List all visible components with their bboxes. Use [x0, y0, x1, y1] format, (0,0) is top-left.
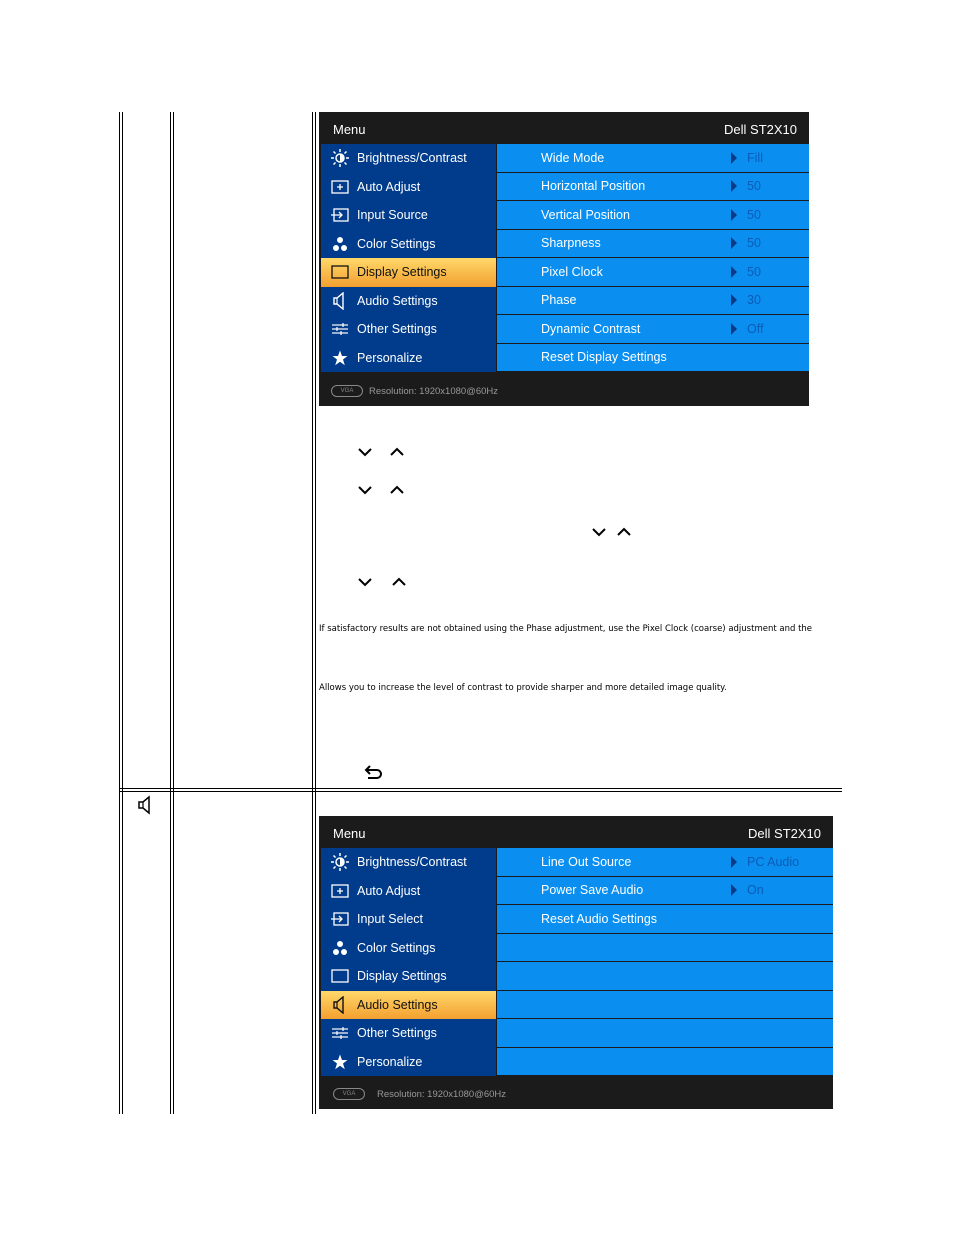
- submenu-item-value: Fill: [747, 150, 763, 165]
- up-arrow-icon: [617, 527, 631, 537]
- menu-item-label: Auto Adjust: [357, 179, 421, 194]
- menu-item-auto-adjust[interactable]: [321, 173, 496, 202]
- osd-right-menu: [497, 848, 833, 1076]
- speaker-icon: [329, 996, 351, 1014]
- table-row-divider-outer: [119, 788, 842, 789]
- down-arrow-icon: [358, 577, 372, 587]
- menu-item-speaker[interactable]: [321, 287, 496, 316]
- table-border-col2-outer: [170, 112, 171, 1114]
- table-border-col3-outer: [312, 112, 313, 1114]
- speaker-icon: [329, 292, 351, 310]
- brightness-icon: [329, 853, 351, 871]
- phase-note-text: If satisfactory results are not obtained using the Phase adjustment, use the Pixel Clock (coarse) adjustment and the: [319, 624, 813, 634]
- table-border-left-inner: [122, 112, 123, 1114]
- down-arrow-icon: [358, 485, 372, 495]
- menu-item-brightness[interactable]: [321, 144, 496, 173]
- up-arrow-icon: [390, 485, 404, 495]
- resolution-label: Resolution:: [377, 1088, 425, 1100]
- table-row-divider-inner: [119, 791, 842, 792]
- menu-item-other-settings[interactable]: [321, 1019, 496, 1048]
- menu-item-label: Other Settings: [357, 322, 437, 337]
- submenu-item[interactable]: [497, 315, 809, 343]
- triangle-right-icon: [731, 237, 737, 249]
- submenu-item[interactable]: [497, 287, 809, 315]
- brightness-icon: [329, 149, 351, 167]
- menu-item-label: Color Settings: [357, 940, 436, 955]
- menu-item-input-source[interactable]: [321, 201, 496, 230]
- submenu-item-label: Horizontal Position: [541, 179, 646, 194]
- menu-item-star[interactable]: [321, 344, 496, 373]
- submenu-empty-row: [497, 962, 833, 990]
- osd-menu-audio-settings: [319, 816, 833, 1109]
- menu-item-speaker[interactable]: [321, 991, 496, 1020]
- triangle-right-icon: [731, 856, 737, 868]
- color-settings-icon: [329, 236, 351, 252]
- submenu-empty-row: [497, 934, 833, 962]
- osd-left-menu: [321, 144, 496, 372]
- osd-right-menu: [497, 144, 809, 372]
- vga-logo-icon: VGA: [333, 1088, 365, 1100]
- submenu-item-label: Phase: [541, 293, 577, 308]
- triangle-right-icon: [731, 152, 737, 164]
- menu-item-label: Other Settings: [357, 1026, 437, 1041]
- menu-item-label: Color Settings: [357, 236, 436, 251]
- back-icon: [364, 763, 384, 781]
- menu-item-label: Auto Adjust: [357, 883, 421, 898]
- submenu-item-value: Off: [747, 321, 764, 336]
- menu-item-auto-adjust[interactable]: [321, 877, 496, 906]
- submenu-empty-row: [497, 1048, 833, 1076]
- table-border-col3-inner: [315, 112, 316, 1114]
- submenu-empty-row: [497, 1019, 833, 1047]
- submenu-item-label: Pixel Clock: [541, 264, 603, 279]
- star-icon: [329, 350, 351, 366]
- submenu-item[interactable]: [497, 201, 809, 229]
- submenu-item[interactable]: [497, 230, 809, 258]
- submenu-item-label: Reset Display Settings: [541, 350, 667, 365]
- triangle-right-icon: [731, 209, 737, 221]
- menu-item-label: Audio Settings: [357, 293, 438, 308]
- osd-footer: [319, 1079, 833, 1109]
- menu-item-color-settings[interactable]: [321, 230, 496, 259]
- triangle-right-icon: [731, 180, 737, 192]
- down-arrow-icon: [358, 447, 372, 457]
- submenu-item-value: 50: [747, 207, 761, 222]
- resolution-value: 1920x1080@60Hz: [419, 385, 499, 397]
- submenu-item-value: PC Audio: [747, 854, 800, 869]
- vga-logo-icon: VGA: [331, 385, 363, 397]
- menu-item-color-settings[interactable]: [321, 934, 496, 963]
- triangle-right-icon: [731, 266, 737, 278]
- menu-item-star[interactable]: [321, 1048, 496, 1077]
- menu-item-label: Input Select: [357, 912, 424, 927]
- dynamic-contrast-note-text: Allows you to increase the level of contrast to provide sharper and more detailed image quality.: [319, 683, 727, 693]
- menu-item-display-settings[interactable]: [321, 962, 496, 991]
- osd-model-name: Dell ST2X10: [748, 826, 821, 841]
- menu-item-label: Brightness/Contrast: [357, 151, 467, 166]
- down-arrow-icon: [592, 527, 606, 537]
- submenu-item-label: Line Out Source: [541, 854, 632, 869]
- submenu-item[interactable]: [497, 344, 809, 372]
- other-settings-icon: [329, 322, 351, 336]
- submenu-empty-row: [497, 991, 833, 1019]
- osd-menu-title: Menu: [333, 826, 366, 841]
- display-settings-icon: [329, 969, 351, 983]
- submenu-item[interactable]: [497, 173, 809, 201]
- triangle-right-icon: [731, 294, 737, 306]
- display-settings-icon: [329, 265, 351, 279]
- menu-item-brightness[interactable]: [321, 848, 496, 877]
- submenu-item[interactable]: [497, 258, 809, 286]
- menu-item-input-source[interactable]: [321, 905, 496, 934]
- up-arrow-icon: [390, 447, 404, 457]
- submenu-item[interactable]: [497, 144, 809, 172]
- resolution-label: Resolution:: [369, 385, 417, 397]
- up-arrow-icon: [392, 577, 406, 587]
- menu-item-label: Display Settings: [357, 969, 447, 984]
- menu-item-label: Personalize: [357, 1054, 423, 1069]
- submenu-item-label: Dynamic Contrast: [541, 321, 641, 336]
- menu-item-display-settings[interactable]: [321, 258, 496, 287]
- submenu-item-value: 50: [747, 264, 761, 279]
- menu-item-label: Personalize: [357, 350, 423, 365]
- menu-item-label: Input Source: [357, 208, 428, 223]
- submenu-item-label: Vertical Position: [541, 207, 630, 222]
- menu-item-label: Display Settings: [357, 265, 447, 280]
- input-source-icon: [329, 208, 351, 222]
- submenu-item-value: 50: [747, 179, 761, 194]
- auto-adjust-icon: [329, 884, 351, 898]
- speaker-icon: [137, 795, 155, 815]
- submenu-item-value: 50: [747, 236, 761, 251]
- osd-left-menu: [321, 848, 496, 1076]
- menu-item-label: Audio Settings: [357, 997, 438, 1012]
- submenu-item-label: Reset Audio Settings: [541, 911, 658, 926]
- submenu-item[interactable]: [497, 848, 833, 876]
- input-source-icon: [329, 912, 351, 926]
- submenu-item[interactable]: [497, 905, 833, 933]
- submenu-item-label: Power Save Audio: [541, 883, 644, 898]
- osd-model-name: Dell ST2X10: [724, 122, 797, 137]
- color-settings-icon: [329, 940, 351, 956]
- submenu-item-value: On: [747, 883, 764, 898]
- table-border-left-outer: [119, 112, 120, 1114]
- menu-item-other-settings[interactable]: [321, 315, 496, 344]
- submenu-item-value: 30: [747, 293, 761, 308]
- submenu-item-label: Wide Mode: [541, 150, 605, 165]
- submenu-item-label: Sharpness: [541, 236, 601, 251]
- auto-adjust-icon: [329, 180, 351, 194]
- resolution-value: 1920x1080@60Hz: [427, 1088, 507, 1100]
- star-icon: [329, 1054, 351, 1070]
- osd-footer: [319, 376, 809, 406]
- table-border-col2-inner: [173, 112, 174, 1114]
- other-settings-icon: [329, 1026, 351, 1040]
- submenu-item[interactable]: [497, 877, 833, 905]
- osd-menu-title: Menu: [333, 122, 366, 137]
- menu-item-label: Brightness/Contrast: [357, 855, 467, 870]
- osd-menu-display-settings: [319, 112, 809, 406]
- triangle-right-icon: [731, 323, 737, 335]
- triangle-right-icon: [731, 884, 737, 896]
